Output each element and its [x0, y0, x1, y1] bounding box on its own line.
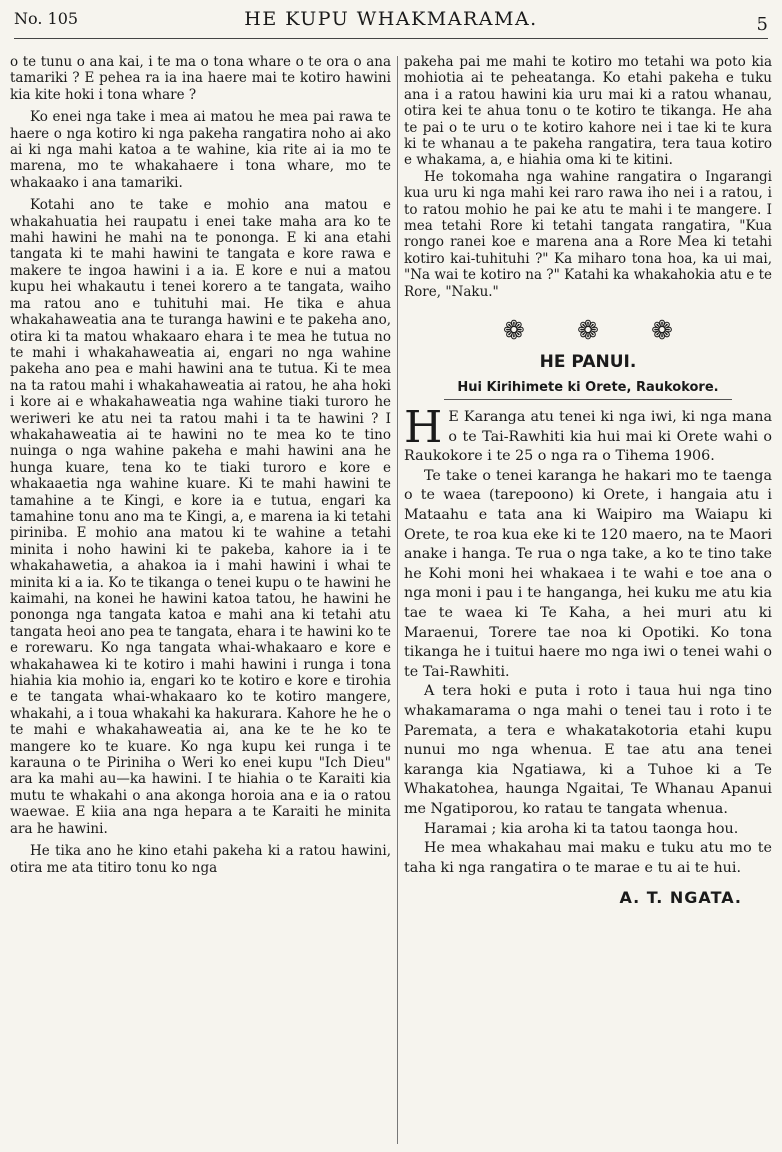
ornament-divider: ❁ ❁ ❁: [503, 316, 695, 347]
right-column: [404, 54, 772, 1149]
notice-first-paragraph-text: E Karanga atu tenei ki nga iwi, ki nga mana o te Tai-Rawhiti kia hui mai ki Orete wahi o Raukokore i te 25 o nga ra o Tihema 1906.: [404, 409, 772, 465]
left-paragraph-3: Kotahi ano te take e mohio ana matou e whakahuatia hei raupatu i enei take maha ara ko te mahi hawini he mahi na te pononga. E ki ana etahi tangata ki te mahi hawini te tangata e kore rawa e makere te ingoa hawini i a ia. E kore e nui a matou kupu hei whakautu i tenei korero a te tangata, waiho ma ratou ano e tuhituhi mai. He tika e ahua whakahaweatia ana te turanga hawini e te pakeha ano, otira ki ta matou whakaaro ehara i te mea he tutua no te mahi i whakahaweatia ai, engari no nga wahine pakeha ano pea e mahi hawini ana te tutua. Ki te mea na ta ratou mahi i whakahaweatia ai ratou, he aha hoki i kore ai e whakahaweatia nga wahine tiaki turoro he weriweri ke atu nei ta ratou mahi i ta te hawini ? I whakahaweatia ai te hawini no te mea ko te tino nuinga o nga wahine pakeha e mahi hawini ana he hunga kuare, tena ko te tiaki turoro e kore e whakaaetia nga wahine kuare. Ki te mahi hawini te tamahine a te Kingi, e kore ia e tutua, engari ka tamahine tonu ano ma te Kingi, a, e marena ia ki tetahi piriniba. E mohio ana matou ki te wahine a tetahi minita i noho hawini ki te pakeba, kahore ia i te whakahawetia, a ahakoa ia i mahi hawini i whai te minita ki a ia. Ko te tikanga o tenei kupu o te hawini he kaimahi, na konei he hawini katoa tatou, he hawini he pononga nga tangata katoa e mahi ana ki tetahi atu tangata heoi ano pea te tangata, ehara i te hawini ko te e rorewaru. Ko nga tangata whai-whakaaro e kore e whakahawea ki te kotiro i mahi hawini i runga i tona hiahia kia mohio ia, engari ko te kotiro e kore e tirohia e te tangata whai-whakaaro ko te kotiro mangere, whakahi, a i toua whakahi ka hakurara. Kahore he he o te mahi e whakahaweatia ai, ana ke te he ko te mangere ko te kuare. Ko nga kupu kei runga i te karauna o te Piriniha o Weri ko enei kupu "Ich Dieu" ara ka mahi au—ka hawini. I te hiahia o te Karaiti kia mutu te whakahi o ana akonga horoia ana e ia o ratou waewae. E kiia ana nga hepara a te Karaiti he minita ara he hawini.: [10, 197, 391, 837]
signature: A. T. NGATA.: [619, 888, 742, 908]
newspaper-title: HE KUPU WHAKMARAMA.: [244, 8, 538, 30]
notice-rule: [444, 399, 732, 400]
left-column: [10, 54, 391, 1149]
notice-paragraph-5: He mea whakahau mai maku e tuku atu mo te taha ki nga rangatira o te marae e tu ai te hui.: [404, 840, 772, 876]
header-rule: [14, 38, 768, 39]
notice-title: HE PANUI.: [539, 352, 637, 373]
notice-first-paragraph: [404, 402, 772, 467]
right-paragraph-2: He tokomaha nga wahine rangatira o Ingarangi kua uru ki nga mahi kei raro rawa iho nei i a ratou, i to ratou mohio he pai ke atu te mahi i te mangere. I mea tetahi Rore ki tetahi tangata rangatira, "Kua rongo ranei koe e marena ana a Rore Mea ki tetahi kotiro kai-tuhituhi ?" Ka miharo tona hoa, ka ui mai, "Na wai te kotiro na ?" Katahi ka whakahokia atu e te Rore, "Naku.": [404, 168, 772, 300]
notice-paragraph-4: Haramai ; kia aroha ki ta tatou taonga hou.: [424, 820, 739, 837]
article-continuation: [404, 54, 772, 300]
notice-subtitle: Hui Kirihimete ki Orete, Raukokore.: [457, 380, 719, 396]
left-paragraph-2: Ko enei nga take i mea ai matou he mea pai rawa te haere o nga kotiro ki nga pakeha rangatira noho ai ako ai ki nga mahi katoa a te wahine, kia rite ai ia mo te marena, mo te whakahaere i tona whare, mo te whakaako i ana tamariki.: [10, 109, 391, 191]
notice-paragraph-3: A tera hoki e puta i roto i taua hui nga tino whakamarama o nga mahi o tenei tau i roto i te Paremata, a tera e whakatakotoria etahi kupu nunui mo nga whenua. E tae atu ana tenei karanga kia Ngatiawa, ki a Tuhoe ki a Te Whakatohea, haunga Ngaitai, Te Whanau Apanui me Ngatiporou, ko ratau te tangata whenua.: [404, 683, 772, 817]
notice-paragraph-2: Te take o tenei karanga he hakari mo te taenga o te waea (tarepoono) ki Orete, i hangaia atu i Mataahu e tata ana ki Waipiro ma Waiapu ki Orete, te roa kua eke ki te 120 maero, na te Maori anake i hanga. Te rua o nga take, a ko te tino take he Kohi moni hei whakaea i te wahi e toe ana o nga moni i pau i te hanganga, hei kuku me atu kia tae te waea ki Te Kaha, a hei muri atu ki Maraenui, Torere tae noa ki Opotiki. Ko tona tikanga he i tuitui haere mo nga iwi o tenei wahi o te Tai-Rawhiti.: [404, 467, 772, 680]
right-paragraph-1: pakeha pai me mahi te kotiro mo tetahi wa poto kia mohiotia ai te peheatanga. Ko etahi pakeha e tuku ana i a ratou hawini kia uru mai ki a ratou whanau, otira kei te ahua tonu o te kotiro te tikanga. He aha te pai o te uru o te kotiro kahore nei i tae ki te kura ki te whanau a te pakeha rangatira, tera taua kotiro e whakama, a, e hiahia oma ki te kitini.: [404, 54, 772, 169]
page-header: [0, 0, 782, 48]
column-divider: [397, 56, 398, 1144]
notice-body: [404, 402, 772, 878]
issue-number: No. 105: [14, 9, 79, 28]
page-number: 5: [756, 14, 768, 35]
left-paragraph-1: o te tunu o ana kai, i te ma o tona whare o te ora o ana tamariki ? E pehea ra ia ina haere mai te kotiro hawini kia kite hoki i tona whare ?: [10, 54, 391, 103]
drop-cap: H: [404, 402, 443, 454]
left-paragraph-4: He tika ano he kino etahi pakeha ki a ratou hawini, otira me ata titiro tonu ko nga: [10, 843, 391, 876]
